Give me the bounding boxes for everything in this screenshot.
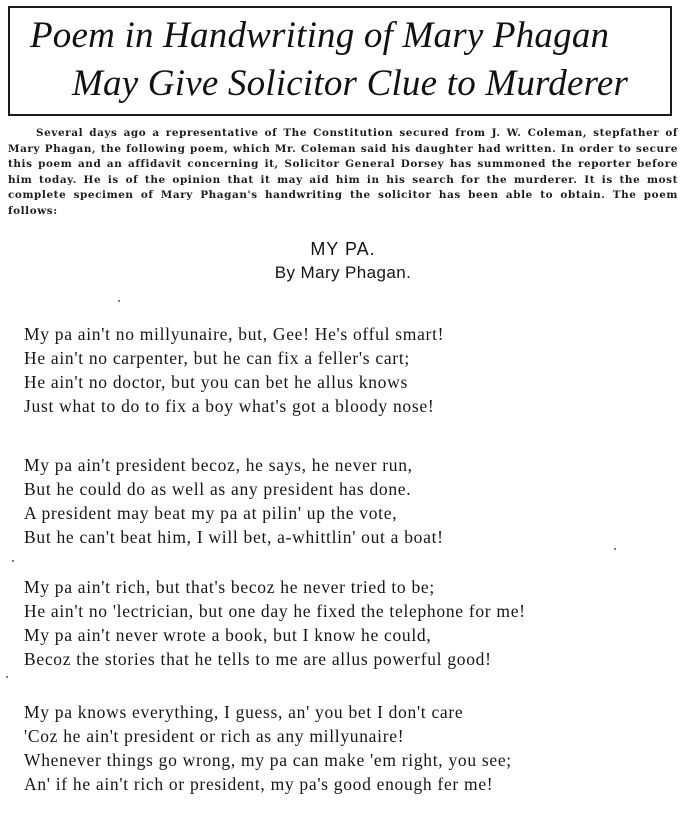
- poem-stanza-4: [24, 700, 684, 796]
- poem-title: MY PA.: [310, 239, 376, 259]
- poem-line: He ain't no doctor, but you can bet he allus knows: [24, 372, 408, 392]
- headline-line-1: Poem in Handwriting of Mary Phagan: [30, 15, 610, 56]
- headline-box: [8, 6, 672, 116]
- poem-line: My pa ain't president becoz, he says, he never run,: [24, 455, 413, 475]
- poem-line: An' if he ain't rich or president, my pa's good enough fer me!: [24, 774, 494, 794]
- poem-line: My pa knows everything, I guess, an' you bet I don't care: [24, 702, 464, 722]
- poem-line: My pa ain't rich, but that's becoz he never tried to be;: [24, 577, 435, 597]
- poem-line: He ain't no carpenter, but he can fix a feller's cart;: [24, 348, 410, 368]
- intro-paragraph: Several days ago a representative of The Constitution secured from J. W. Coleman, stepfather of Mary Phagan, the following poem, which Mr. Coleman said his daughter had written. In order to secure this poem and an affidavit concerning it, Solicitor General Dorsey has summoned the reporter before him today. He is of the opinion that it may aid him in his search for the murderer. It is the most complete specimen of Mary Phagan's handwriting the solicitor has been able to obtain. The poem follows:: [8, 127, 678, 217]
- poem-line: He ain't no 'lectrician, but one day he fixed the telephone for me!: [24, 601, 526, 621]
- poem-line: My pa ain't no millyunaire, but, Gee! He's offul smart!: [24, 324, 445, 344]
- poem-stanza-3: [24, 575, 684, 671]
- print-speck: [118, 300, 120, 302]
- poem-line: 'Coz he ain't president or rich as any millyunaire!: [24, 726, 405, 746]
- poem-stanza-2: [24, 453, 684, 549]
- poem-line: A president may beat my pa at pilin' up the vote,: [24, 503, 398, 523]
- print-speck: [6, 676, 8, 678]
- poem-stanza-1: [24, 322, 684, 418]
- poem-line: Whenever things go wrong, my pa can make 'em right, you see;: [24, 750, 512, 770]
- print-speck: [12, 560, 14, 562]
- poem-line: But he can't beat him, I will bet, a-whittlin' out a boat!: [24, 527, 444, 547]
- print-speck: [614, 548, 616, 550]
- poem-line: My pa ain't never wrote a book, but I know he could,: [24, 625, 432, 645]
- poem-byline: By Mary Phagan.: [274, 263, 412, 282]
- poem-line: Just what to do to fix a boy what's got a bloody nose!: [24, 396, 435, 416]
- poem-line: Becoz the stories that he tells to me are allus powerful good!: [24, 649, 492, 669]
- poem-line: But he could do as well as any president has done.: [24, 479, 412, 499]
- headline-line-2: May Give Solicitor Clue to Murderer: [72, 63, 629, 104]
